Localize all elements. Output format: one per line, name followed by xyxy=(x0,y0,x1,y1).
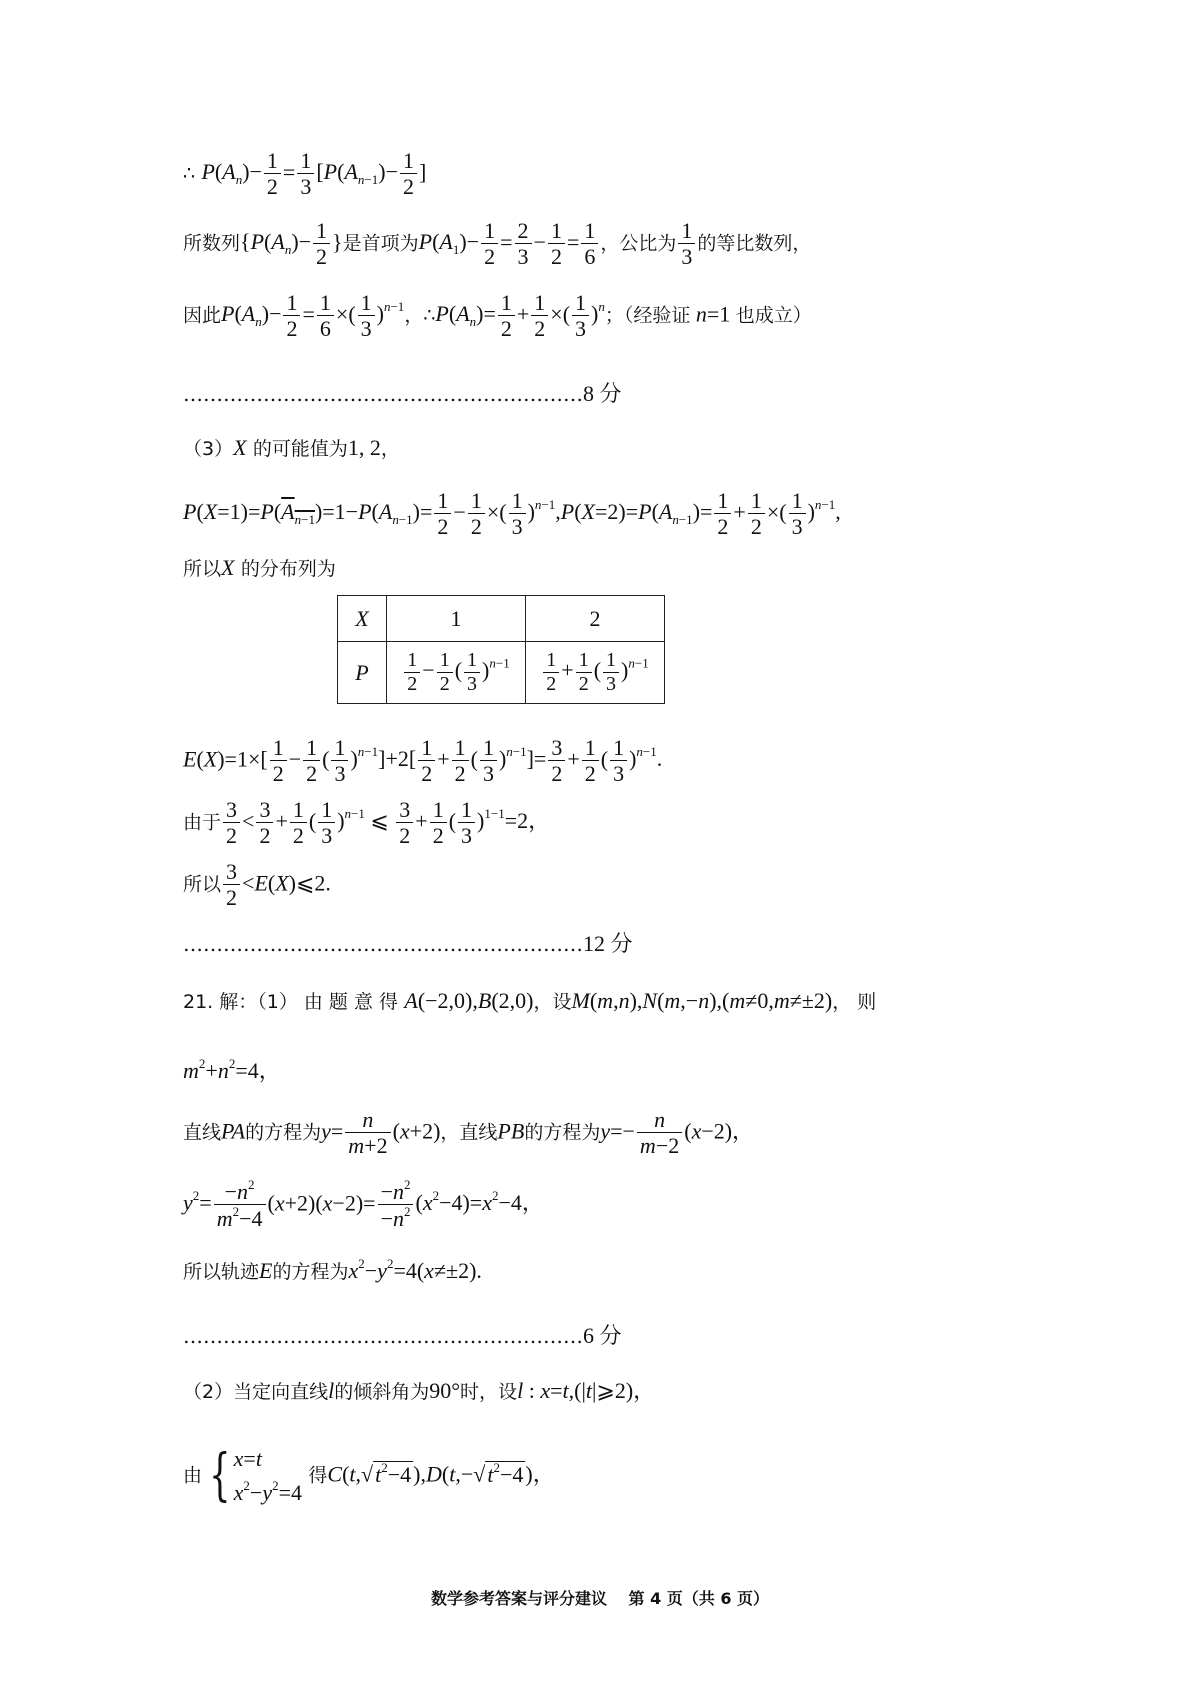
expectation-line: E(X)=1×[ $\frac{1}{2}$ − $\frac{1}{2}$ ( $\frac{1}{3}$ )$^{n-1}$]+2[ $\frac{1}{2}$ + $\frac{1}{2}$ ( $\frac{1}{3}$ )$^{n-1}$]= $\frac{3}{2}$ + $\frac{1}{2}$ ( $\frac{1}{3}$ )$^{n-1}$. xyxy=(183,735,663,787)
q21-line: 21. 解：（1） 由 题 意 得 A(−2,0),B(2,0)，设M(m,n),N(m,−n),(m≠0,m≠±2)， 则 xyxy=(183,988,877,1013)
table-cell-p1: $\frac{1}{2}$ − $\frac{1}{2}$ ( $\frac{1}{3}$ )$^{n-1}$ xyxy=(387,642,526,704)
score-line-12: ……………………………………………………12 分 xyxy=(183,931,633,956)
equation-line-3: 因此$P(A_n)-$ $\frac{1}{2}$ = $\frac{1}{6}$ ×( $\frac{1}{3}$ )$^{n-1}$，$\therefore P(A_n)=$ $\frac{1}{2}$ + $\frac{1}{2}$ ×( $\frac{1}{3}$ )$^n$；（经验证 n=1 也成立） xyxy=(183,290,812,342)
part2-line: （2）当定向直线l的倾斜角为90°时，设l : x=t,(|t|⩾2)， xyxy=(183,1378,656,1403)
score-line-6: ……………………………………………………6 分 xyxy=(183,1323,622,1348)
part3-intro: （3）X 的可能值为1, 2， xyxy=(183,435,400,460)
table-header-2: 2 xyxy=(526,596,665,642)
conclusion-line: 所以 $\frac{3}{2}$ <E(X)⩽2. xyxy=(183,859,331,911)
system-line: 由 { x=t $x^2-y^2=4$ 得$C(t,√t^2-4),D(t,-√t^2-4)$， xyxy=(183,1443,555,1509)
probability-line: $P(X=1)=P(A_{n-1})=1-P(A_{n-1})=$ $\frac{1}{2}$ − $\frac{1}{2}$ ×( $\frac{1}{3}$ )$^{n-1},P(X=2)=P(A_{n-1})=$ $\frac{1}{2}$ + $\frac{1}{2}$ ×( $\frac{1}{3}$ )$^{n-1}$, xyxy=(183,488,841,540)
table-row-label-p: P xyxy=(338,642,387,704)
circle-eq-line: $m^2+n^2=4$， xyxy=(183,1056,281,1083)
equation-line-1: ∴ $P(A_n)-$ $\frac{1}{2}$ = $\frac{1}{3}$ [$P(A_{n-1})-$ $\frac{1}{2}$ ] xyxy=(183,148,427,200)
distribution-intro: 所以X 的分布列为 xyxy=(183,555,336,580)
equation-line-2: 所数列{$P(A_n)-$ $\frac{1}{2}$ }是首项为$P(A_1)-$ $\frac{1}{2}$ = $\frac{2}{3}$ − $\frac{1}{2}$ = $\frac{1}{6}$ ，公比为 $\frac{1}{3}$ 的等比数列， xyxy=(183,218,812,270)
table-header-1: 1 xyxy=(387,596,526,642)
table-header-x: X xyxy=(338,596,387,642)
line-pa-pb: 直线PA的方程为y= $\frac{n}{m+2}$ (x+2)，直线PB的方程为y=− $\frac{n}{m-2}$ (x−2)， xyxy=(183,1107,755,1159)
score-line-8: ……………………………………………………8 分 xyxy=(183,381,622,406)
distribution-table xyxy=(337,595,665,704)
bound-line: 由于 $\frac{3}{2}$ < $\frac{3}{2}$ + $\frac{1}{2}$ ( $\frac{1}{3}$ )$^{n-1}$ ⩽ $\frac{3}{2}$ + $\frac{1}{2}$ ( $\frac{1}{3}$ )$^{1-1}$=2， xyxy=(183,797,551,849)
page-footer: 数学参考答案与评分建议 第 4 页（共 6 页） xyxy=(430,1589,770,1608)
y-squared-line: $y^2=$ $\frac{-n^2}{m^2-4}$ (x+2)(x−2)= $\frac{-n^2}{-n^2}$ $(x^2-4)=x^2-4$， xyxy=(183,1177,544,1232)
trace-line: 所以轨迹E的方程为$x^2-y^2=4(x\ne\pm 2)$. xyxy=(183,1256,482,1283)
table-cell-p2: $\frac{1}{2}$ + $\frac{1}{2}$ ( $\frac{1}{3}$ )$^{n-1}$ xyxy=(526,642,665,704)
